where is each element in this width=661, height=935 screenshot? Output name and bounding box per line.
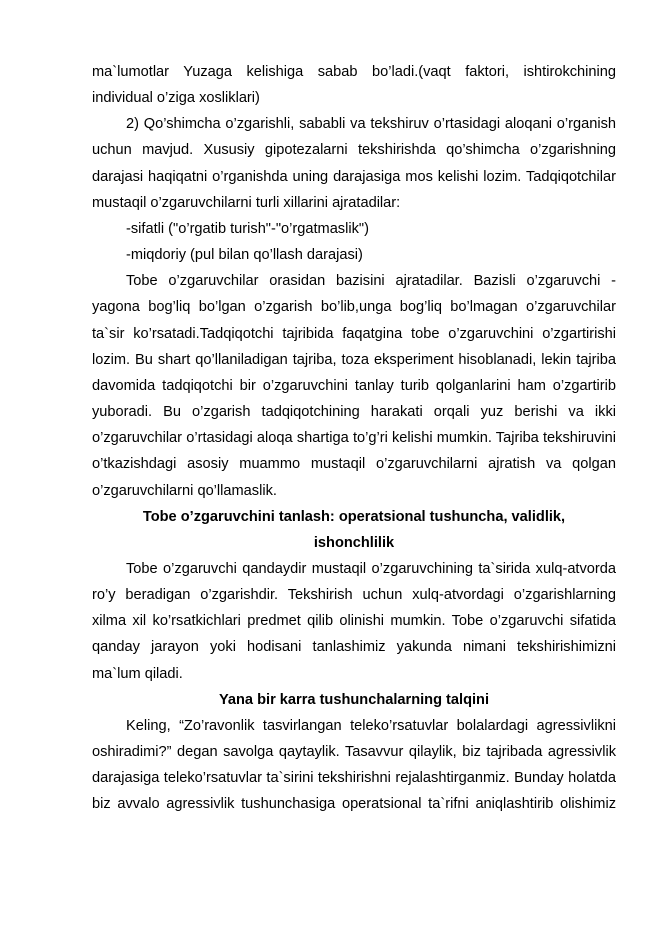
paragraph-dependent-variable: Tobe o’zgaruvchilar orasidan bazisini ajratadilar. Bazisli o’zgaruvchi -yagona bog’liq bo’lgan o’zgarish bo’lib,unga bog’liq bo’lmagan o’zgaruvchilar ta`sir ko’rsatadi.Tadqiqotchi tajribida faqatgina tobe o’zgaruvchini o’zgartirishi lozim. Bu shart qo’llaniladigan tajriba, toza eksperiment hisoblanadi, lekin tajriba davomida tadqiqotchi bir o’zgaruvchini tanlay turib qolganlarini ham o’zgartirib yuboradi. Bu o’zgarish tadqiqotchining harakati orqali yuz berishi va ikki o’zgaruvchilar o’rtasidagi aloqa shartiga to’g’ri kelishi mumkin. Tajriba tekshiruvini o’tkazishdagi asosiy muammo mustaqil o’zgaruvchilarni ajratish va qolgan o’zgaruvchilarni qo’llamaslik. [92,273,616,499]
list-item-quantitative: -miqdoriy (pul bilan qo’llash darajasi) [126,247,363,264]
list-item-qualitative: -sifatli ("o’rgatib turish"-"o’rgatmaslik") [126,220,369,237]
section-heading-concepts: Yana bir karra tushunchalarning talqini [218,691,490,708]
paragraph-continuation: ma`lumotlar Yuzaga kelishiga sabab bo’ladi.(vaqt faktori, ishtirokchining individual o’ziga xosliklari) [92,64,616,107]
section-heading-line-1: Tobe o’zgaruvchini tanlash: operatsional tushuncha, validlik, [142,508,566,525]
document-page [92,59,616,818]
paragraph-numbered-2: 2) Qo’shimcha o’zgarishli, sababli va tekshiruv o’rtasidagi aloqani o’rganish uchun mavjud. Xususiy gipotezalarni tekshirishda qo’shimcha o’zgarishning darajasi haqiqatni o’rganishda uning darajasiga mos kelishi lozim. Tadqiqotchilar mustaqil o’zgaruvchilarni turli xillarini ajratadilar: [92,116,616,211]
paragraph-aggression-example: Keling, “Zo’ravonlik tasvirlangan teleko’rsatuvlar bolalardagi agressivlikni oshiradimi?” degan savolga qaytaylik. Tasavvur qilaylik, biz tajribada agressivlik darajasiga teleko’rsatuvlar ta`sirini tekshirishni rejalashtirganmiz. Bunday holatda biz avvalo agressivlik tushunchasiga operatsional ta`rifni aniqlashtirib olishimiz [92,717,616,813]
section-heading-line-2: ishonchlilik [313,534,395,551]
paragraph-dependent-definition: Tobe o’zgaruvchi qandaydir mustaqil o’zgaruvchining ta`sirida xulq-atvorda ro’y beradigan o’zgarishdir. Tekshirish uchun xulq-atvordagi o’zgarishlarning xilma xil ko’rsatkichlari predmet qilib olinishi mumkin. Tobe o’zgaruvchi sifatida qanday jarayon yoki hodisani tanlashimiz yakunda nimani tekshirishimizni ma`lum qiladi. [92,560,616,682]
